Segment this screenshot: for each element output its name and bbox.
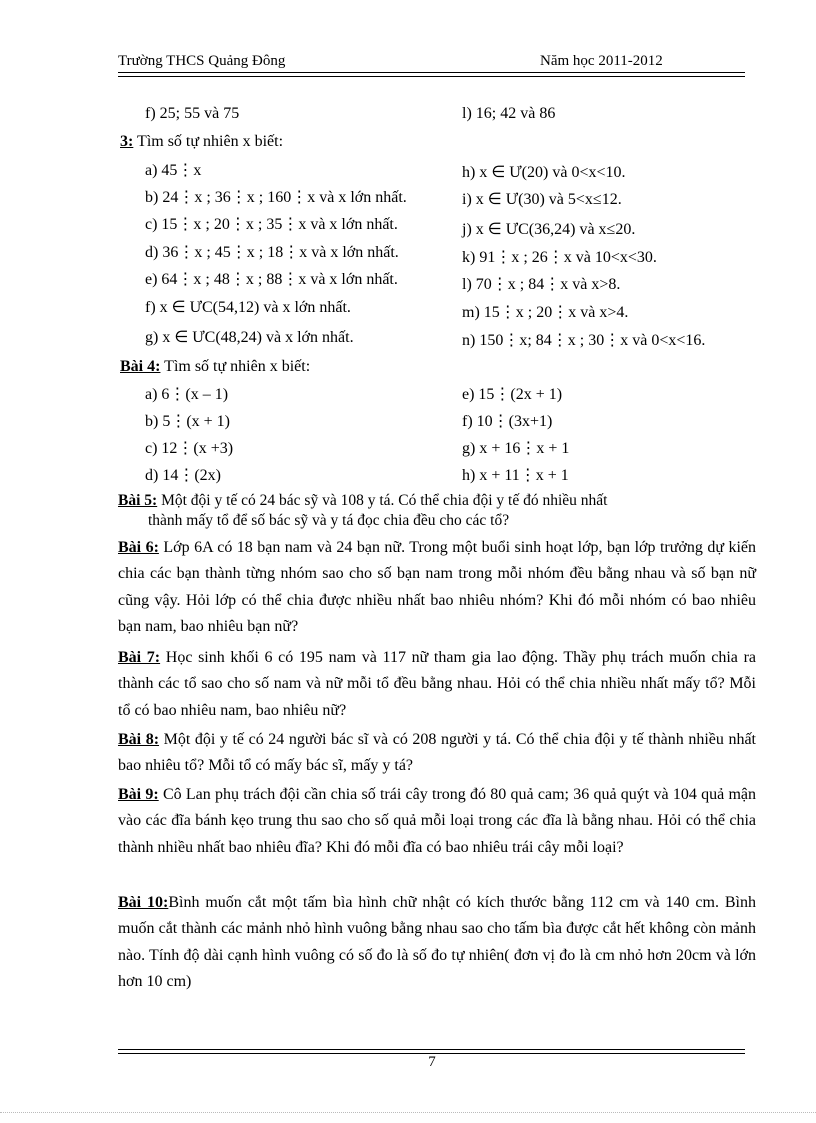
bai6-label: Bài 6: (118, 539, 159, 556)
section3-heading (120, 133, 283, 151)
header-school: Trường THCS Quảng Đông (118, 53, 286, 69)
bai5-line1 (118, 492, 607, 510)
s4-item: h) x + 11⋮x + 1 (462, 467, 569, 484)
header-rule-bottom (118, 76, 745, 77)
s4-item: a) 6⋮(x – 1) (145, 386, 229, 403)
bai9-label: Bài 9: (118, 786, 159, 803)
bai6-paragraph (118, 535, 756, 641)
s3-item: a) 45⋮x (145, 162, 202, 179)
bai5-label: Bài 5: (118, 492, 158, 509)
s4-item: g) x + 16⋮x + 1 (462, 440, 570, 457)
s3-item: l) 70⋮x ; 84⋮x và x>8. (462, 276, 621, 293)
section4-title: Tìm số tự nhiên x biết: (160, 358, 311, 375)
bai7-text: Học sinh khối 6 có 195 nam và 117 nữ tham gia lao động. Thầy phụ trách muốn chia ra thành các tổ sao cho số nam và nữ mỗi tổ đều bằng nhau. Hỏi có thể chia nhiều nhất mấy tổ? Mỗi tổ có bao nhiêu nam, bao nhiêu nữ? (118, 649, 756, 719)
s3-item: d) 36⋮x ; 45⋮x ; 18⋮x và x lớn nhất. (145, 244, 399, 261)
s3-item: j) x ∈ ƯC(36,24) và x≤20. (462, 221, 636, 238)
page-number: 7 (428, 1054, 436, 1070)
bai8-text: Một đội y tế có 24 người bác sĩ và có 208 người y tá. Có thể chia đội y tế thành nhiều nhất bao nhiêu tổ? Mỗi tổ có mấy bác sĩ, mấy y tá? (118, 731, 756, 775)
s4-item: f) 10⋮(3x+1) (462, 413, 553, 430)
section3-label: 3: (120, 133, 134, 150)
s4-item: b) 5⋮(x + 1) (145, 413, 231, 430)
s3-item: n) 150⋮x; 84⋮x ; 30⋮x và 0<x<16. (462, 332, 706, 349)
bai8-label: Bài 8: (118, 731, 160, 748)
footer-rule-top (118, 1049, 745, 1050)
s3-item: k) 91⋮x ; 26⋮x và 10<x<30. (462, 249, 657, 266)
s3-item: i) x ∈ Ư(30) và 5<x≤12. (462, 191, 622, 208)
s4-item: d) 14⋮(2x) (145, 467, 221, 484)
bai10-label: Bài 10: (118, 894, 169, 911)
item-f-top: f) 25; 55 và 75 (145, 105, 240, 122)
bai8-paragraph (118, 727, 756, 780)
s4-item: c) 12⋮(x +3) (145, 440, 234, 457)
bai6-text: Lớp 6A có 18 bạn nam và 24 bạn nữ. Trong một buổi sinh hoạt lớp, bạn lớp trưởng dự kiến chia các bạn thành từng nhóm sao cho số bạn nam trong mỗi nhóm đều bằng nhau và số bạn nữ cũng vậy. Hỏi lớp có thể chia được nhiều nhất bao nhiêu nhóm? Khi đó mỗi nhóm có bao nhiêu bạn nam, bao nhiêu bạn nữ? (118, 539, 757, 636)
bai7-label: Bài 7: (118, 649, 161, 666)
page-edge-dotted (0, 1112, 816, 1113)
s3-item: f) x ∈ ƯC(54,12) và x lớn nhất. (145, 299, 351, 316)
bai5-text-1: Một đội y tế có 24 bác sỹ và 108 y tá. Có thể chia đội y tế đó nhiều nhất (157, 492, 608, 509)
bai7-paragraph (118, 645, 756, 724)
header-rule-top (118, 72, 745, 73)
bai9-paragraph (118, 782, 756, 861)
item-l-top: l) 16; 42 và 86 (462, 105, 556, 122)
section4-label: Bài 4: (120, 358, 161, 375)
s3-item: m) 15⋮x ; 20⋮x và x>4. (462, 304, 629, 321)
s3-item: b) 24⋮x ; 36⋮x ; 160⋮x và x lớn nhất. (145, 189, 407, 206)
bai10-text: Bình muốn cắt một tấm bìa hình chữ nhật có kích thước bằng 112 cm và 140 cm. Bình muốn cắt thành các mảnh nhỏ hình vuông bằng nhau sao cho tấm bìa được cắt hết không còn mảnh nào. Tính độ dài cạnh hình vuông có số đo là số đo tự nhiên( đơn vị đo là cm nhỏ hơn 20cm và lớn hơn 10 cm) (118, 894, 756, 991)
bai5-line2: thành mấy tổ để số bác sỹ và y tá đọc chia đều cho các tổ? (148, 512, 510, 529)
bai9-text: Cô Lan phụ trách đội cần chia số trái cây trong đó 80 quả cam; 36 quả quýt và 104 quả mận vào các đĩa bánh kẹo trung thu sao cho số quả mỗi loại trong các đĩa là bằng nhau. Hỏi có thể chia thành nhiều nhất bao nhiêu đĩa? Khi đó mỗi đĩa có bao nhiêu trái cây mỗi loại? (118, 786, 756, 856)
header-year: Năm học 2011-2012 (540, 53, 663, 69)
s4-item: e) 15⋮(2x + 1) (462, 386, 563, 403)
section4-heading (120, 358, 310, 376)
bai10-paragraph (118, 890, 756, 996)
section3-title: Tìm số tự nhiên x biết: (133, 133, 284, 150)
s3-item: c) 15⋮x ; 20⋮x ; 35⋮x và x lớn nhất. (145, 216, 398, 233)
s3-item: h) x ∈ Ư(20) và 0<x<10. (462, 164, 626, 181)
s3-item: e) 64⋮x ; 48⋮x ; 88⋮x và x lớn nhất. (145, 271, 398, 288)
s3-item: g) x ∈ ƯC(48,24) và x lớn nhất. (145, 329, 354, 346)
